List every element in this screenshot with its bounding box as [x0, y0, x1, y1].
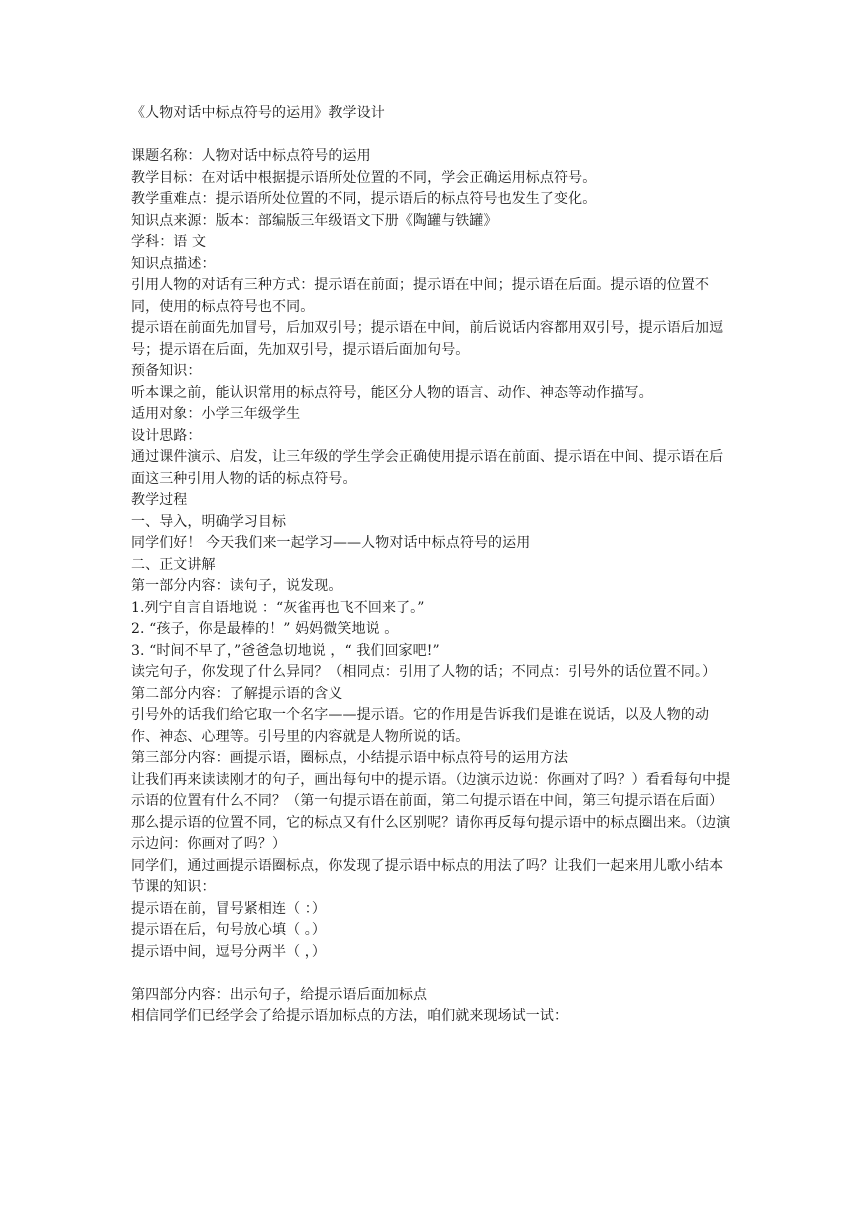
rhyme-line: 提示语中间，逗号分两半（ ，） [131, 943, 326, 960]
rhyme-line: 提示语在前，冒号紧相连（ ：） [131, 900, 326, 917]
prerequisite-heading: 预备知识： [131, 363, 202, 379]
process-heading: 教学过程 [131, 492, 188, 508]
rhyme-line: 提示语在后，句号放心填（ 。） [131, 922, 326, 938]
document-page [131, 103, 731, 1028]
paragraph: 同学们好！ 今天我们来一起学习——人物对话中标点符号的运用 [131, 535, 531, 551]
teaching-goal: 教学目标：在对话中根据提示语所处位置的不同，学会正确运用标点符号。 [131, 169, 597, 186]
design-idea-heading: 设计思路： [131, 427, 202, 444]
paragraph: 读完句子，你发现了什么异同？（相同点：引用了人物的话；不同点：引号外的话位置不同。） [131, 664, 717, 680]
blank-line [131, 963, 731, 985]
knowledge-source: 知识点来源：版本：部编版三年级语文下册《陶罐与铁罐》 [131, 212, 498, 229]
document-title: 《人物对话中标点符号的运用》教学设计 [131, 105, 385, 121]
audience: 适用对象：小学三年级学生 [131, 406, 301, 422]
knowledge-desc-heading: 知识点描述： [131, 255, 216, 272]
paragraph: 提示语在前面先加冒号，后加双引号；提示语在中间，前后说话内容都用双引号，提示语后加逗号；提示语在后面，先加双引号，提示语后面加句号。 [131, 320, 724, 358]
example-sentence: 1.列宁自言自语地说 ：“灰雀再也飞不回来了。” [131, 599, 425, 616]
paragraph: 相信同学们已经学会了给提示语加标点的方法，咱们就来现场试一试： [131, 1008, 569, 1024]
part-heading: 第一部分内容：读句子，说发现。 [131, 578, 343, 594]
example-sentence: 2. “孩子，你是最棒的！” 妈妈微笑地说 。 [131, 621, 399, 637]
paragraph: 让我们再来读读刚才的句子，画出每句中的提示语。（边演示边说：你画对了吗？）看看每句中提示语的位置有什么不同？（第一句提示语在前面，第二句提示语在中间，第三句提示语在后面） [131, 771, 731, 809]
paragraph: 引号外的话我们给它取一个名字——提示语。它的作用是告诉我们是谁在说话，以及人物的动作、神态、心理等。引号里的内容就是人物所说的话。 [131, 707, 710, 745]
lesson-name: 课题名称：人物对话中标点符号的运用 [131, 148, 371, 164]
paragraph: 同学们，通过画提示语圈标点，你发现了提示语中标点的用法了吗？让我们一起来用儿歌小结本节课的知识： [131, 857, 724, 895]
key-difficulty: 教学重难点：提示语所处位置的不同，提示语后的标点符号也发生了变化。 [131, 191, 597, 207]
paragraph: 那么提示语的位置不同，它的标点又有什么区别呢？请你再反每句提示语中的标点圈出来。（边演示边问：你画对了吗？） [131, 814, 731, 852]
paragraph: 引用人物的对话有三种方式：提示语在前面；提示语在中间；提示语在后面。提示语的位置不同，使用的标点符号也不同。 [131, 277, 710, 315]
part-heading: 第二部分内容：了解提示语的含义 [131, 685, 343, 702]
part-heading: 第四部分内容：出示句子，给提示语后面加标点 [131, 986, 428, 1003]
section-heading: 一、导入，明确学习目标 [131, 513, 287, 530]
section-heading: 二、正文讲解 [131, 556, 216, 573]
subject: 学科：语 文 [131, 234, 207, 250]
paragraph: 通过课件演示、启发，让三年级的学生学会正确使用提示语在前面、提示语在中间、提示语在后面这三种引用人物的话的标点符号。 [131, 449, 724, 487]
part-heading: 第三部分内容：画提示语，圈标点，小结提示语中标点符号的运用方法 [131, 750, 569, 766]
example-sentence: 3. “时间不早了，”爸爸急切地说 ，“ 我们回家吧!” [131, 642, 440, 659]
paragraph: 听本课之前，能认识常用的标点符号，能区分人物的语言、动作、神态等动作描写。 [131, 384, 653, 401]
